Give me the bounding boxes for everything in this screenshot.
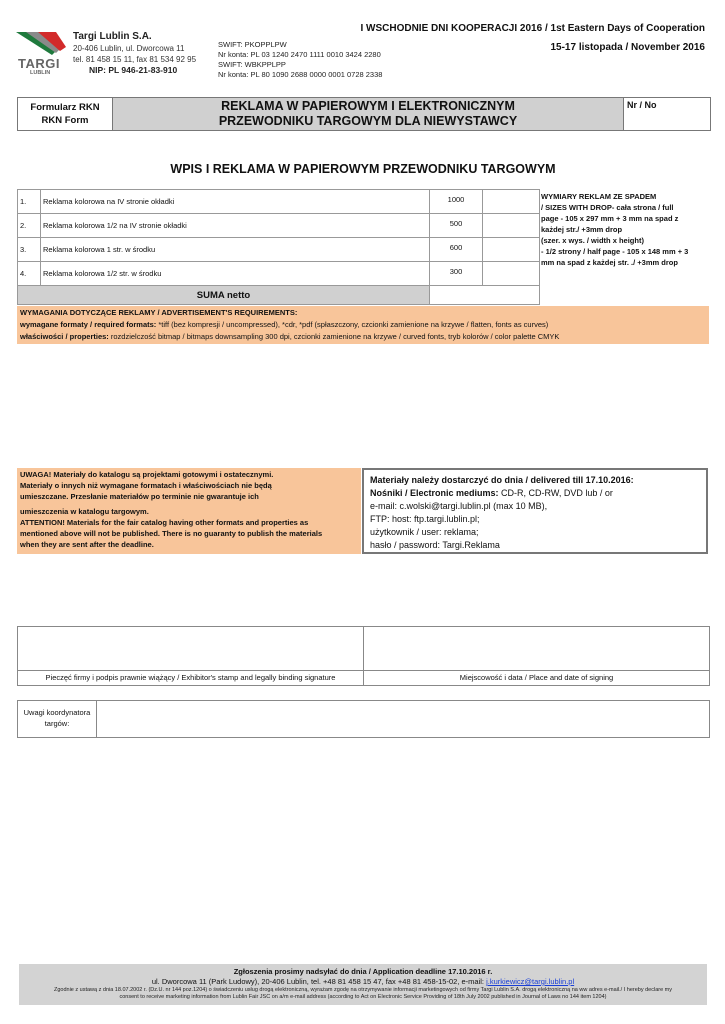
notes-label-line: targów: (44, 719, 70, 728)
media-label: Nośniki / Electronic mediums: (370, 488, 499, 498)
footer-legal: consent to receive marketing information from Lublin Fair JSC on a/m e-mail address (according to Act on Electronic Service Providing of 18th July 2002 published in Journal of Laws no 144 item 1204) (119, 994, 607, 1000)
place-date-caption: Miejscowość i data / Place and date of signing (364, 670, 709, 685)
warning-line: mentioned above will not be published. There is no guaranty to publish the materials (20, 529, 323, 538)
table-row (18, 262, 540, 286)
row-description: Reklama kolorowa 1 str. w środku (41, 238, 430, 262)
sizes-line: WYMIARY REKLAM ZE SPADEM (541, 192, 657, 201)
row-price: 300 (430, 262, 483, 286)
company-address: 20-406 Lublin, ul. Dworcowa 11 (73, 44, 185, 53)
footer-legal: Zgodnie z ustawą z dnia 18.07.2002 r. (Dz.U. nr 144 poz.1204) o świadczeniu usług drogą elektroniczną, wyrażam zgodę na otrzymywanie informacji marketingowych od firmy Targi Lublin S.A. drogą elektroniczną na ww adres e-mail./ I hereby declare my (53, 987, 673, 993)
ads-table (17, 189, 540, 305)
row-number: 3. (18, 238, 41, 262)
row-description: Reklama kolorowa 1/2 str. w środku (41, 262, 430, 286)
coordinator-notes-box (17, 700, 710, 738)
company-phone: tel. 81 458 15 11, fax 81 534 92 95 (73, 55, 197, 64)
sizes-line: / SIZES WITH DROP- cała strona / full (541, 203, 674, 212)
sizes-line: każdej str./ +3mm drop (541, 225, 623, 234)
bank-line: Nr konta: PL 80 1090 2688 0000 0001 0728 2338 (218, 70, 383, 79)
stamp-signature-field[interactable] (18, 627, 363, 685)
row-quantity-field[interactable] (483, 190, 540, 214)
bank-info (218, 40, 382, 80)
row-quantity-field[interactable] (483, 238, 540, 262)
delivery-user: użytkownik / user: reklama; (370, 527, 479, 537)
sum-label: SUMA netto (18, 286, 430, 305)
section-title: WPIS I REKLAMA W PAPIEROWYM PRZEWODNIKU TARGOWYM (170, 162, 556, 176)
row-number: 2. (18, 214, 41, 238)
form-title (113, 98, 624, 130)
requirements-box (17, 306, 709, 344)
signature-box (17, 626, 710, 686)
properties-value: rozdzielczość bitmap / bitmaps downsampling 300 dpi, czcionki zamienione na krzywe / curved fonts, tryb kolorów / color palette CMYK (108, 332, 560, 341)
form-title-box (17, 97, 711, 131)
form-number-field[interactable]: Nr / No (627, 100, 657, 110)
form-code (18, 98, 113, 130)
footer-contact-text: ul. Dworcowa 11 (Park Ludowy), 20-406 Lublin, tel. +48 81 458 15 47, fax +48 81 458-15-02, e-mail: (151, 977, 487, 986)
logo-sub: LUBLIN (30, 70, 51, 76)
row-description: Reklama kolorowa 1/2 na IV stronie okładki (41, 214, 430, 238)
media-value: CD-R, CD-RW, DVD lub / or (498, 488, 613, 498)
stamp-signature-caption: Pieczęć firmy i podpis prawnie wiążący / Exhibitor's stamp and legally binding signature (18, 670, 363, 685)
row-quantity-field[interactable] (483, 214, 540, 238)
warning-line: Materiały o innych niż wymagane formatach i właściwościach nie będą (20, 481, 272, 490)
sizes-line: mm na spad z każdej str. ./ +3mm drop (541, 258, 678, 267)
row-price: 1000 (430, 190, 483, 214)
footer-email-link[interactable]: j.kurkiewicz@targi.lublin.pl (486, 977, 575, 986)
sizes-line: - 1/2 strony / half page - 105 x 148 mm + 3 (541, 247, 689, 256)
warning-line: umieszczane. Przesłanie materiałów po terminie nie gwarantuje ich (20, 492, 259, 501)
delivery-media (370, 487, 700, 500)
footer-deadline: Zgłoszenia prosimy nadsyłać do dnia / Application deadline 17.10.2016 r. (233, 967, 493, 976)
company-info (73, 31, 196, 76)
sizes-line: page - 105 x 297 mm + 3 mm na spad z (541, 214, 679, 223)
formats-label: wymagane formaty / required formats: (20, 320, 157, 329)
warning-line: when they are sent after the deadline. (20, 540, 154, 549)
footer-contact (19, 977, 707, 987)
warning-box (17, 468, 361, 554)
row-price: 600 (430, 238, 483, 262)
form-code-line: Formularz RKN (30, 102, 100, 113)
table-row (18, 238, 540, 262)
formats-value: *tiff (bez kompresji / uncompressed), *cdr, *pdf (spłaszczony, czcionki zamienione na krzywe / flatten, fonts as curves) (156, 320, 549, 329)
requirements-title: WYMAGANIA DOTYCZĄCE REKLAMY / ADVERTISEMENT'S REQUIREMENTS: (20, 308, 298, 317)
notes-label-line: Uwagi koordynatora (23, 708, 91, 717)
place-date-field[interactable] (363, 627, 709, 685)
event-info (360, 19, 705, 57)
row-description: Reklama kolorowa na IV stronie okładki (41, 190, 430, 214)
table-row (18, 190, 540, 214)
bank-line: SWIFT: PKOPPLPW (218, 40, 287, 49)
footer (19, 964, 707, 1005)
event-title: I WSCHODNIE DNI KOOPERACJI 2016 / 1st Eastern Days of Cooperation (360, 23, 705, 34)
row-number: 4. (18, 262, 41, 286)
delivery-password: hasło / password: Targi.Reklama (370, 540, 500, 550)
warning-line: ATTENTION! Materials for the fair catalog having other formats and properties as (20, 518, 309, 527)
company-nip: NIP: PL 946-21-83-910 (89, 65, 178, 75)
bank-line: Nr konta: PL 03 1240 2470 1111 0010 3424 2280 (218, 50, 381, 59)
warning-line: umieszczenia w katalogu targowym. (20, 507, 149, 516)
requirements-formats (20, 319, 706, 331)
delivery-title: Materiały należy dostarczyć do dnia / delivered till 17.10.2016: (370, 475, 634, 485)
row-quantity-field[interactable] (483, 262, 540, 286)
delivery-box (362, 468, 708, 554)
row-price: 500 (430, 214, 483, 238)
logo-text: TARGI (18, 56, 60, 71)
row-number: 1. (18, 190, 41, 214)
sum-row (18, 286, 540, 305)
form-code-line: RKN Form (41, 115, 89, 126)
targi-lublin-logo (16, 29, 72, 77)
bank-line: SWIFT: WBKPPLPP (218, 60, 286, 69)
requirements-properties (20, 331, 706, 343)
table-row (18, 214, 540, 238)
form-title-line: REKLAMA W PAPIEROWYM I ELEKTRONICZNYM (221, 99, 515, 113)
event-date: 15-17 listopada / November 2016 (550, 42, 705, 53)
coordinator-notes-field[interactable] (97, 701, 709, 737)
company-name: Targi Lublin S.A. (73, 31, 152, 42)
properties-label: właściwości / properties: (20, 332, 109, 341)
coordinator-notes-label (18, 701, 97, 737)
sum-value-field[interactable] (430, 286, 540, 305)
delivery-ftp: FTP: host: ftp.targi.lublin.pl; (370, 514, 480, 524)
sizes-line: (szer. x wys. / width x height) (541, 236, 644, 245)
form-title-line: PRZEWODNIKU TARGOWYM DLA NIEWYSTAWCY (218, 114, 518, 128)
ad-sizes-info (541, 191, 711, 268)
warning-line: UWAGA! Materiały do katalogu są projektami gotowymi i ostatecznymi. (20, 470, 274, 479)
delivery-email: e-mail: c.wolski@targi.lublin.pl (max 10 MB), (370, 501, 548, 511)
